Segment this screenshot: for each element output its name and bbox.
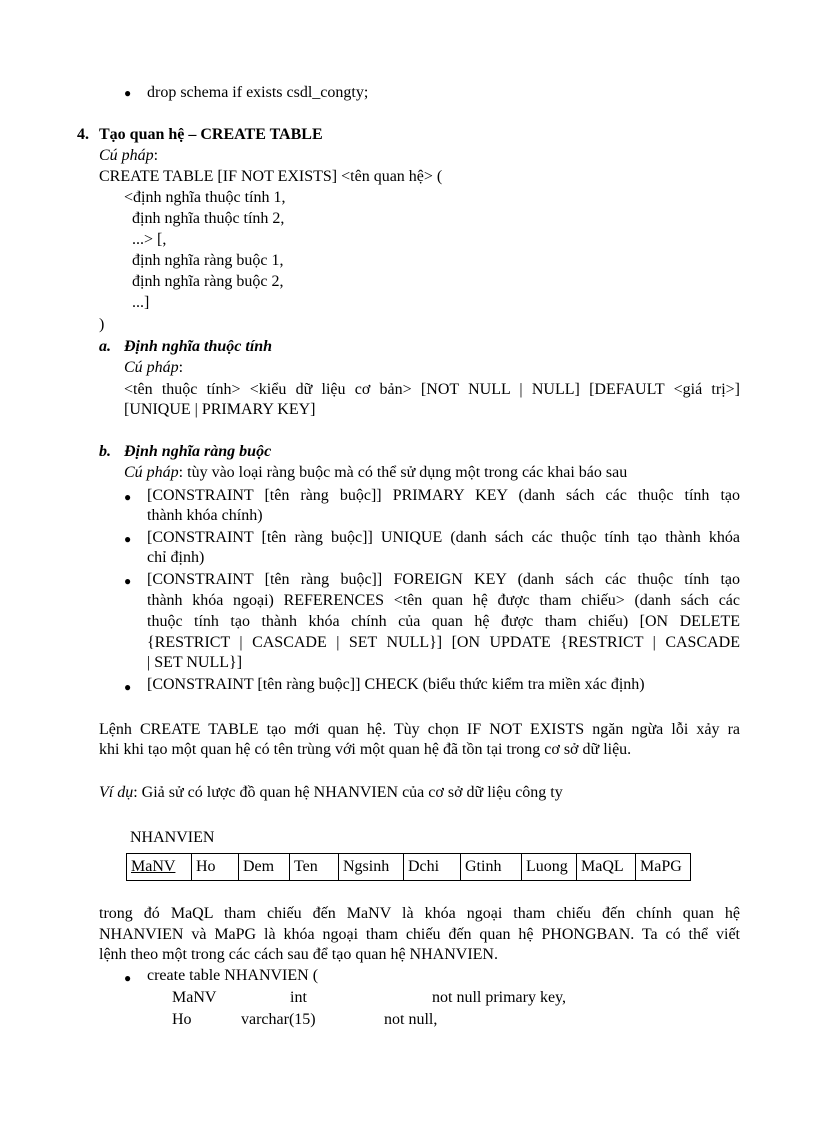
relation-attribute: Ngsinh bbox=[339, 854, 404, 881]
bullet-dot: ● bbox=[124, 574, 132, 588]
create-syntax-line: ) bbox=[99, 316, 105, 333]
paragraph-line: lệnh theo một trong các cách sau để tạo quan hệ NHANVIEN. bbox=[99, 946, 498, 963]
relation-schema-table bbox=[126, 853, 691, 881]
relation-attribute: Dchi bbox=[404, 854, 461, 881]
code-column-type: int bbox=[290, 989, 307, 1006]
syntax-heading: Cú pháp: bbox=[99, 147, 159, 164]
relation-name: NHANVIEN bbox=[130, 829, 215, 846]
sub-a-title: Định nghĩa thuộc tính bbox=[124, 338, 273, 355]
sub-b-title: Định nghĩa ràng buộc bbox=[124, 443, 272, 460]
code-column-constraint: not null, bbox=[384, 1011, 438, 1028]
section-title: Tạo quan hệ – CREATE TABLE bbox=[99, 126, 323, 143]
create-syntax-line: ...> [, bbox=[132, 231, 167, 248]
bullet-dot: ● bbox=[124, 490, 132, 504]
code-column-name: MaNV bbox=[172, 989, 217, 1006]
code-column-constraint: not null primary key, bbox=[432, 989, 567, 1006]
create-syntax-line: <định nghĩa thuộc tính 1, bbox=[124, 189, 286, 206]
drop-schema-item: drop schema if exists csdl_congty; bbox=[147, 84, 369, 101]
constraint-item-line: thuộc tính tạo thành khóa chính của quan hệ được tham chiếu) [ON DELETE bbox=[147, 613, 740, 630]
code-column-type: varchar(15) bbox=[241, 1011, 316, 1028]
bullet-dot: ● bbox=[124, 971, 132, 985]
section-number: 4. bbox=[77, 126, 89, 143]
bullet-dot: ● bbox=[124, 532, 132, 546]
paragraph-line: Lệnh CREATE TABLE tạo mới quan hệ. Tùy chọn IF NOT EXISTS ngăn ngừa lỗi xảy ra bbox=[99, 721, 740, 738]
sub-b-marker: b. bbox=[99, 443, 111, 460]
constraint-item-line: chỉ định) bbox=[147, 549, 205, 566]
constraint-item-line: [CONSTRAINT [tên ràng buộc]] UNIQUE (danh sách các thuộc tính tạo thành khóa bbox=[147, 529, 740, 546]
constraint-item-line: [CONSTRAINT [tên ràng buộc]] PRIMARY KEY (danh sách các thuộc tính tạo bbox=[147, 487, 740, 504]
create-syntax-line: định nghĩa thuộc tính 2, bbox=[132, 210, 285, 227]
create-syntax-line: ...] bbox=[132, 294, 150, 311]
constraint-item-line: thành khóa chính) bbox=[147, 507, 263, 524]
relation-attribute: MaQL bbox=[577, 854, 636, 881]
code-column-name: Ho bbox=[172, 1011, 192, 1028]
relation-attribute: MaPG bbox=[636, 854, 691, 881]
create-syntax-line: định nghĩa ràng buộc 1, bbox=[132, 252, 284, 269]
constraint-item-line: thành khóa ngoại) REFERENCES <tên quan hệ được tham chiếu> (danh sách các bbox=[147, 592, 740, 609]
sub-a-marker: a. bbox=[99, 338, 111, 355]
sub-a-syntax-line: [UNIQUE | PRIMARY KEY] bbox=[124, 401, 316, 418]
bullet-dot: ● bbox=[124, 86, 132, 100]
relation-attribute-primary-key: MaNV bbox=[127, 854, 192, 881]
paragraph-line: khi khi tạo một quan hệ có tên trùng với một quan hệ đã tồn tại trong cơ sở dữ liệu. bbox=[99, 741, 632, 758]
relation-attribute: Luong bbox=[522, 854, 577, 881]
relation-attribute: Dem bbox=[239, 854, 290, 881]
paragraph-line: trong đó MaQL tham chiếu đến MaNV là khóa ngoại tham chiếu đến chính quan hệ bbox=[99, 905, 740, 922]
constraint-item-line: {RESTRICT | CASCADE | SET NULL}] [ON UPDATE {RESTRICT | CASCADE bbox=[147, 634, 740, 651]
example-line: Ví dụ: Giả sử có lược đồ quan hệ NHANVIEN của cơ sở dữ liệu công ty bbox=[99, 784, 563, 801]
constraint-item-line: | SET NULL}] bbox=[147, 654, 243, 671]
relation-attribute: Ten bbox=[290, 854, 339, 881]
constraint-item-line: [CONSTRAINT [tên ràng buộc]] FOREIGN KEY (danh sách các thuộc tính tạo bbox=[147, 571, 740, 588]
sub-a-syntax-line: <tên thuộc tính> <kiểu dữ liệu cơ bản> [NOT NULL | NULL] [DEFAULT <giá trị>] bbox=[124, 381, 740, 398]
sub-b-syntax-line: Cú pháp: tùy vào loại ràng buộc mà có thể sử dụng một trong các khai báo sau bbox=[124, 464, 628, 481]
relation-attribute: Gtinh bbox=[461, 854, 522, 881]
create-syntax-line: CREATE TABLE [IF NOT EXISTS] <tên quan hệ> ( bbox=[99, 168, 443, 185]
paragraph-line: NHANVIEN và MaPG là khóa ngoại tham chiếu đến quan hệ PHONGBAN. Ta có thể viết bbox=[99, 926, 740, 943]
code-line: create table NHANVIEN ( bbox=[147, 967, 319, 984]
sub-a-syntax-heading: Cú pháp: bbox=[124, 359, 184, 376]
create-syntax-line: định nghĩa ràng buộc 2, bbox=[132, 273, 284, 290]
relation-attribute: Ho bbox=[192, 854, 239, 881]
bullet-dot: ● bbox=[124, 680, 132, 694]
constraint-item-line: [CONSTRAINT [tên ràng buộc]] CHECK (biểu thức kiểm tra miền xác định) bbox=[147, 676, 645, 693]
